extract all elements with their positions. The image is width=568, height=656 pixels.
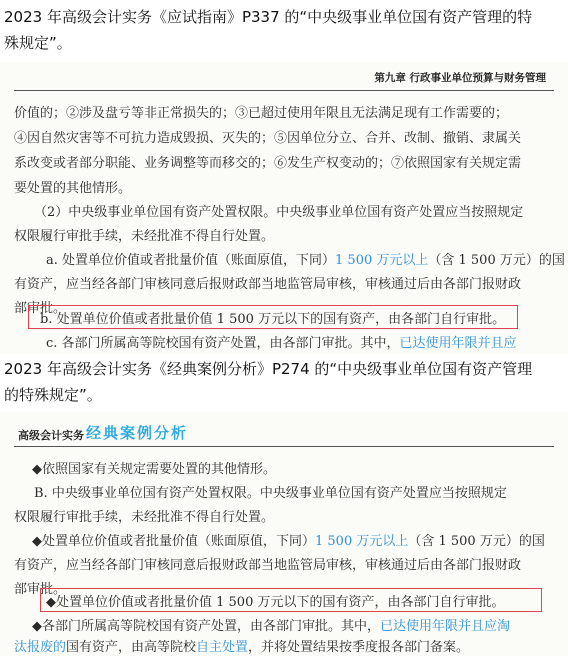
excerpt-1-item-a	[46, 249, 565, 268]
intro-1-line-1: 2023 年高级会计实务《应试指南》P337 的“中央级事业单位国有资产管理的特	[4, 8, 533, 26]
excerpt-1-line-2: ④因自然灾害等不可抗力造成毁损、灭失的；⑤因单位分立、合并、改制、撤销、隶属关	[14, 131, 522, 146]
item2-d-mid: 国有资产，由高等院校	[66, 640, 197, 655]
excerpt-2-item-c	[32, 615, 510, 634]
item2-c-prefix: ◆各部门所属高等院校国有资产处置，由各部门审批。其中，	[32, 619, 380, 634]
textbook-excerpt-2	[0, 412, 568, 656]
intro-1-line-2: 殊规定”。	[4, 34, 72, 52]
intro-caption-1	[4, 4, 564, 56]
excerpt-2-item-b: ◆处置单位价值或者批量价值 1 500 万元以下的国有资产，由各部门自行审批。	[46, 595, 505, 610]
excerpt-2-line-1: ◆依照国家有关规定需要处置的其他情形。	[32, 462, 276, 477]
excerpt-2-line-2: B. 中央级事业单位国有资产处置权限。中央级事业单位国有资产处置应当按照规定	[34, 486, 507, 501]
book-header-left: 高级会计实务	[18, 429, 84, 442]
book-header-brand: 经典案例分析	[86, 424, 189, 442]
item-c-prefix: c. 各部门所属高等院校国有资产处置，由各部门审批。其中，	[46, 336, 400, 351]
header-rule-2	[14, 446, 554, 447]
excerpt-2-line-3: 权限履行审批手续，未经批准不得自行处置。	[14, 510, 275, 525]
excerpt-1-item-a-line-3: 部审批。	[14, 301, 67, 316]
excerpt-1-line-4: 要处置的其他情形。	[14, 181, 132, 196]
excerpt-2-item-a-line-2: 有资产，应当经各部门审核同意后报财政部当地监管局审核，审核通过后由各部门报财政	[14, 558, 522, 573]
item2-d-highlight-1: 汰报废的	[14, 640, 67, 655]
excerpt-2-item-a	[32, 530, 545, 549]
item2-a-prefix: ◆处置单位价值或者批量价值（账面原值，下同）	[32, 534, 315, 549]
item-a-suffix: （含 1 500 万元）的国	[428, 253, 565, 268]
intro-2-line-1: 2023 年高级会计实务《经典案例分析》P274 的“中央级事业单位国有资产管理	[4, 360, 533, 378]
excerpt-1-line-3: 系改变或者部分职能、业务调整等而移交的；⑥发生产权变动的；⑦依照国家有关规定需	[14, 156, 522, 171]
item2-d-suffix: ，并将处置结果按季度报各部门备案。	[248, 640, 470, 655]
intro-2-line-2: 的特殊规定”。	[4, 386, 102, 404]
item2-a-threshold: 1 500 万元以上	[315, 534, 409, 549]
item-c-highlight: 已达使用年限并且应	[399, 336, 517, 351]
excerpt-1-line-1: 价值的；②涉及盘亏等非正常损失的；③已超过使用年限且无法满足现有工作需要的；	[14, 106, 509, 121]
excerpt-1-line-6: 权限履行审批手续，未经批准不得自行处置。	[14, 229, 275, 244]
item-a-prefix: a. 处置单位价值或者批量价值（账面原值，下同）	[46, 253, 336, 268]
excerpt-1-item-a-line-2: 有资产，应当经各部门审核同意后报财政部当地监管局审核，审核通过后由各部门报财政	[14, 277, 522, 292]
excerpt-1-line-5: （2）中央级事业单位国有资产处置权限。中央级事业单位国有资产处置应当按照规定	[34, 205, 524, 220]
chapter-header: 第九章 行政事业单位预算与财务管理	[374, 72, 546, 84]
excerpt-2-item-d	[14, 636, 469, 655]
intro-caption-2	[4, 356, 564, 408]
item-a-threshold: 1 500 万元以上	[335, 253, 429, 268]
excerpt-1-item-b: b. 处置单位价值或者批量价值 1 500 万元以下的国有资产，由各部门自行审批。	[40, 312, 506, 327]
item2-d-highlight-2: 自主处置	[196, 640, 249, 655]
excerpt-2-item-a-line-3: 部审批。	[14, 582, 67, 597]
excerpt-1-item-c	[46, 332, 517, 351]
item2-a-suffix: （含 1 500 万元）的国	[408, 534, 545, 549]
textbook-excerpt-1	[0, 62, 568, 354]
item2-c-highlight: 已达使用年限并且应淘	[380, 619, 511, 634]
header-rule	[14, 90, 554, 91]
